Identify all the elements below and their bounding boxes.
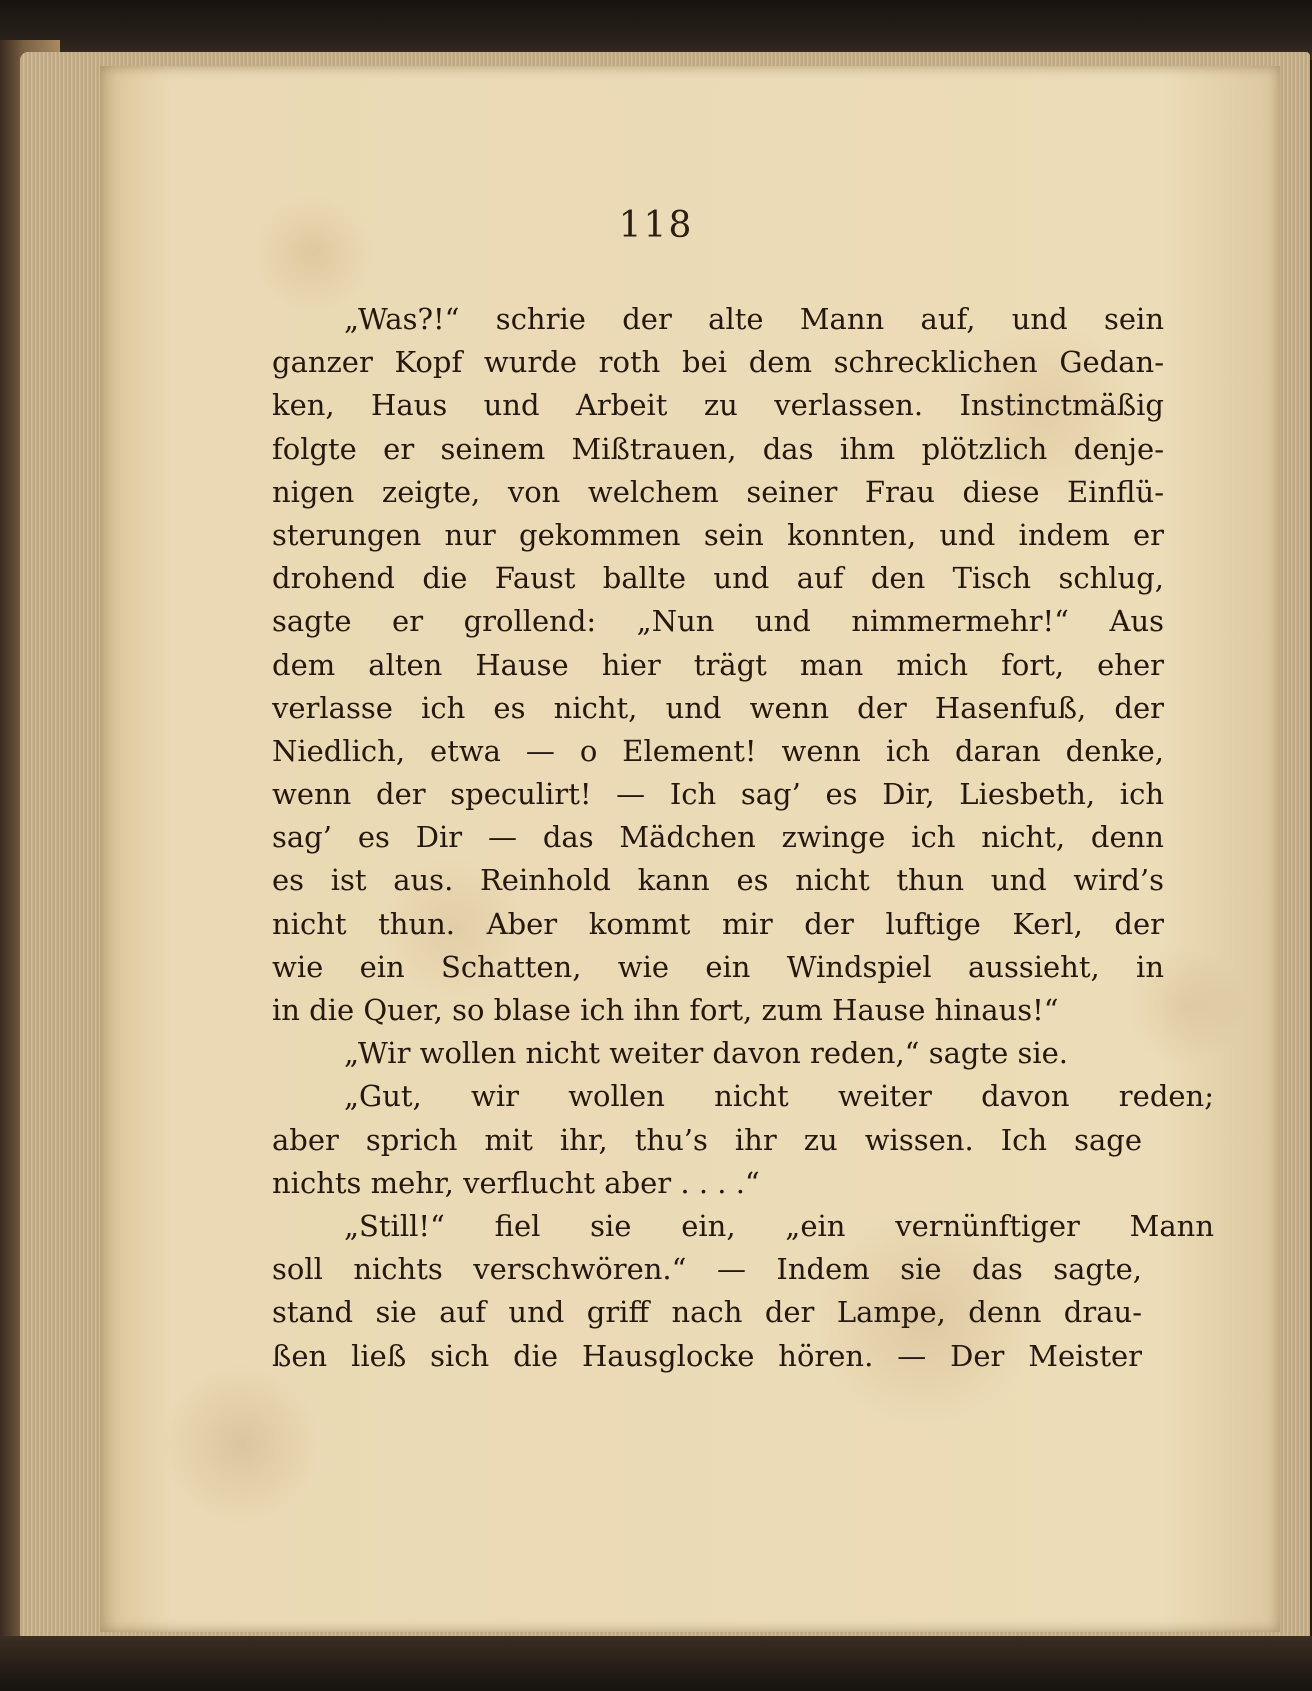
text-line: „Wir wollen nicht weiter davon reden,“ sagte sie. — [344, 1036, 1069, 1071]
text-line: folgte er seinem Mißtrauen, das ihm plötzlich denje- — [272, 431, 1164, 466]
text-line: wenn der speculirt! — Ich sag’ es Dir, Liesbeth, ich — [272, 777, 1164, 812]
text-line: Niedlich, etwa — o Element! wenn ich daran denke, — [272, 733, 1164, 768]
text-line: stand sie auf und griff nach der Lampe, denn drau- — [272, 1295, 1142, 1330]
text-line: ken, Haus und Arbeit zu verlassen. Instinctmäßig — [272, 388, 1164, 423]
text-line: aber sprich mit ihr, thu’s ihr zu wissen. Ich sage — [272, 1122, 1142, 1157]
text-line: es ist aus. Reinhold kann es nicht thun und wird’s — [272, 863, 1164, 898]
text-line: verlasse ich es nicht, und wenn der Hasenfuß, der — [272, 690, 1164, 725]
text-line: „Still!“ fiel sie ein, „ein vernünftiger Mann — [344, 1208, 1214, 1243]
text-line: dem alten Hause hier trägt man mich fort, eher — [272, 647, 1164, 682]
text-line: „Was?!“ schrie der alte Mann auf, und sein — [344, 302, 1164, 336]
text-line: ganzer Kopf wurde roth bei dem schrecklichen Gedan- — [272, 345, 1164, 380]
bottom-edge — [0, 1636, 1312, 1691]
text-line: wie ein Schatten, wie ein Windspiel aussieht, in — [272, 949, 1164, 984]
text-line: sterungen nur gekommen sein konnten, und indem er — [272, 517, 1164, 552]
text-line: nigen zeigte, von welchem seiner Frau diese Einflü- — [272, 474, 1164, 509]
text-line: ßen ließ sich die Hausglocke hören. — Der Meister — [272, 1338, 1142, 1373]
text-line: soll nichts verschwören.“ — Indem sie das sagte, — [272, 1252, 1142, 1287]
page-number: 118 — [618, 205, 694, 246]
text-line: nichts mehr, verflucht aber . . . .“ — [272, 1165, 760, 1200]
text-line: drohend die Faust ballte und auf den Tisch schlug, — [272, 561, 1164, 596]
text-line: nicht thun. Aber kommt mir der luftige Kerl, der — [272, 906, 1164, 941]
text-line: in die Quer, so blase ich ihn fort, zum Hause hinaus!“ — [272, 993, 1059, 1027]
body-text — [272, 298, 1214, 1398]
text-line: „Gut, wir wollen nicht weiter davon reden; — [344, 1079, 1214, 1114]
text-line: sagte er grollend: „Nun und nimmermehr!“ Aus — [272, 604, 1164, 639]
top-edge — [0, 0, 1312, 60]
text-line: sag’ es Dir — das Mädchen zwinge ich nicht, denn — [272, 820, 1164, 855]
